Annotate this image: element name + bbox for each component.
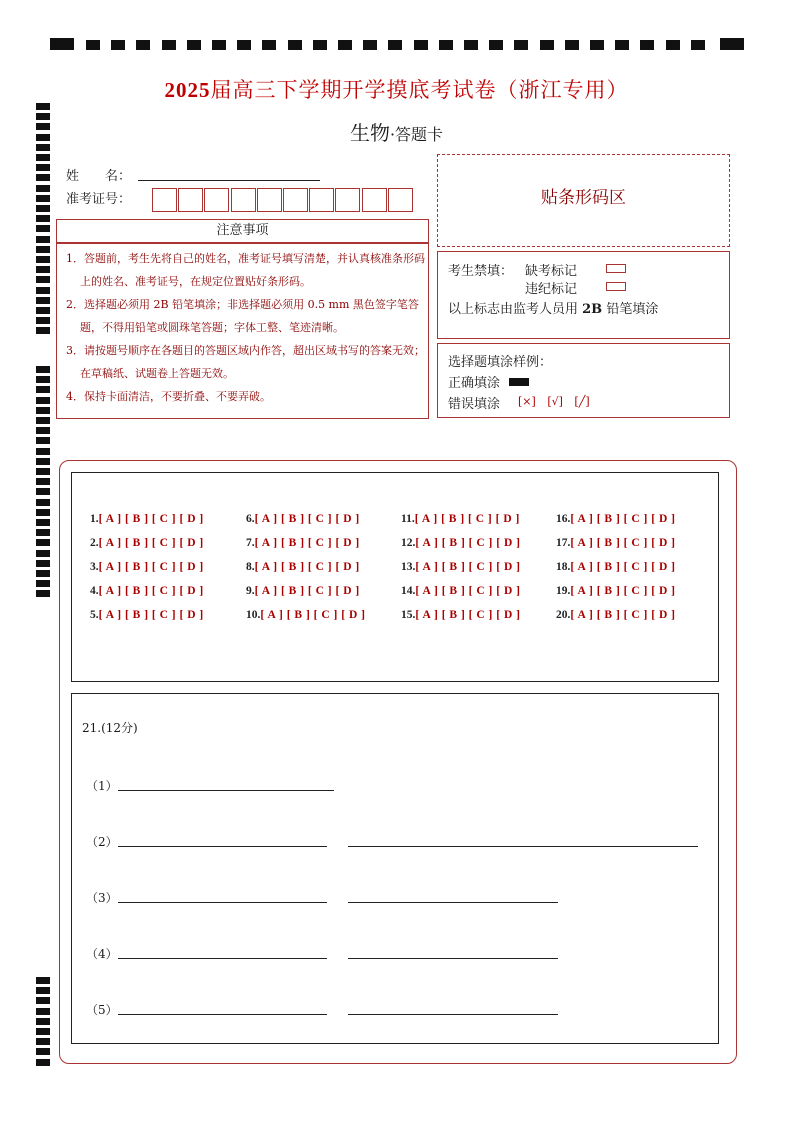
choice-question[interactable] — [556, 561, 675, 573]
timing-mark — [36, 1028, 50, 1035]
choice-question[interactable] — [246, 537, 360, 549]
question-number: 3. — [90, 561, 99, 573]
timing-mark — [36, 386, 50, 393]
timing-mark — [36, 256, 50, 263]
timing-mark — [36, 327, 50, 334]
question-number: 16. — [556, 513, 571, 525]
timing-mark — [36, 1038, 50, 1045]
timing-mark — [36, 468, 50, 475]
answer-line[interactable] — [348, 902, 558, 903]
timing-mark — [36, 1048, 50, 1055]
choice-question[interactable] — [90, 609, 204, 621]
question-number: 11. — [401, 513, 415, 525]
option-bubbles[interactable]: [ A ] [ B ] [ C ] [ D ] — [415, 537, 521, 549]
timing-mark — [36, 246, 50, 253]
violation-mark[interactable] — [606, 282, 626, 291]
answer-line[interactable] — [118, 958, 327, 959]
choice-question[interactable] — [90, 585, 204, 597]
timing-mark — [540, 40, 554, 50]
timing-mark — [36, 987, 50, 994]
question-number: 20. — [556, 609, 571, 621]
id-digit-box[interactable] — [335, 188, 360, 212]
question-number: 9. — [246, 585, 255, 597]
choice-section — [71, 472, 719, 682]
choice-question[interactable] — [90, 561, 204, 573]
option-bubbles[interactable]: [ A ] [ B ] [ C ] [ D ] — [254, 513, 360, 525]
timing-mark — [565, 40, 579, 50]
timing-mark — [36, 266, 50, 273]
answer-line[interactable] — [118, 846, 327, 847]
timing-mark — [36, 580, 50, 587]
question-number: 10. — [246, 609, 261, 621]
timing-mark — [388, 40, 402, 50]
timing-mark — [36, 307, 50, 314]
timing-mark — [36, 427, 50, 434]
timing-mark — [36, 1018, 50, 1025]
id-digit-box[interactable] — [178, 188, 203, 212]
timing-mark — [162, 40, 176, 50]
q21-title: 21.(12分) — [82, 721, 138, 735]
timing-mark — [36, 529, 50, 536]
choice-question[interactable] — [401, 537, 520, 549]
timing-mark — [111, 40, 125, 50]
choice-question[interactable] — [401, 609, 520, 621]
timing-mark — [514, 40, 528, 50]
option-bubbles[interactable]: [ A ] [ B ] [ C ] [ D ] — [415, 561, 521, 573]
answer-line[interactable] — [348, 846, 698, 847]
question-number: 17. — [556, 537, 571, 549]
question-number: 18. — [556, 561, 571, 573]
timing-mark — [36, 1008, 50, 1015]
answer-line[interactable] — [118, 1014, 327, 1015]
timing-mark — [313, 40, 327, 50]
choice-question[interactable] — [246, 609, 365, 621]
name-label: 姓 名： — [66, 169, 132, 184]
question-number: 6. — [246, 513, 255, 525]
timing-mark — [414, 40, 428, 50]
timing-mark — [464, 40, 478, 50]
choice-question[interactable] — [246, 513, 360, 525]
absent-label: 缺考标记 — [525, 264, 578, 279]
option-bubbles[interactable]: [ A ] [ B ] [ C ] [ D ] — [415, 609, 521, 621]
timing-mark — [36, 287, 50, 294]
question-number: 4. — [90, 585, 99, 597]
timing-mark — [36, 164, 50, 171]
answer-line[interactable] — [348, 1014, 558, 1015]
correct-label: 正确填涂 — [448, 376, 501, 391]
id-digit-box[interactable] — [231, 188, 256, 212]
timing-mark — [36, 997, 50, 1004]
question-number: 15. — [401, 609, 416, 621]
answer-line[interactable] — [118, 790, 334, 791]
forbid-label: 考生禁填： — [448, 264, 514, 279]
timing-mark — [36, 417, 50, 424]
timing-mark — [363, 40, 377, 50]
option-bubbles[interactable]: [ A ] [ B ] [ C ] [ D ] — [415, 585, 521, 597]
choice-question[interactable] — [401, 513, 520, 525]
option-bubbles[interactable]: [ A ] [ B ] [ C ] [ D ] — [254, 561, 360, 573]
timing-mark — [262, 40, 276, 50]
timing-mark — [666, 40, 680, 50]
option-bubbles[interactable]: [ A ] [ B ] [ C ] [ D ] — [98, 537, 204, 549]
timing-mark — [36, 236, 50, 243]
timing-mark — [36, 195, 50, 202]
option-bubbles[interactable]: [ A ] [ B ] [ C ] [ D ] — [570, 585, 676, 597]
option-bubbles[interactable]: [ A ] [ B ] [ C ] [ D ] — [570, 561, 676, 573]
timing-mark — [36, 225, 50, 232]
violation-label: 违纪标记 — [525, 282, 578, 297]
timing-mark — [50, 38, 74, 50]
q21-part-label: （1） — [86, 779, 118, 793]
timing-mark — [640, 40, 654, 50]
notice-title: 注意事项 — [56, 219, 429, 243]
timing-mark — [36, 205, 50, 212]
timing-mark — [590, 40, 604, 50]
notice-list — [56, 243, 429, 419]
option-bubbles[interactable]: [ A ] [ B ] [ C ] [ D ] — [570, 609, 676, 621]
top-timing-marks — [50, 38, 745, 52]
question-number: 13. — [401, 561, 416, 573]
timing-mark — [36, 297, 50, 304]
name-field[interactable] — [138, 162, 320, 181]
question-number: 1. — [90, 513, 99, 525]
notice-item: 4．保持卡面清洁，不要折叠、不要弄破。 — [66, 390, 271, 403]
timing-mark — [36, 437, 50, 444]
choice-question[interactable] — [401, 561, 520, 573]
choice-question[interactable] — [90, 513, 204, 525]
proctor-note: 以上标志由监考人员用 2B 铅笔填涂 — [448, 302, 659, 317]
question-number: 19. — [556, 585, 571, 597]
id-digit-box[interactable] — [362, 188, 387, 212]
answer-line[interactable] — [348, 958, 558, 959]
notice-item: 2．选择题必须用 2B 铅笔填涂；非选择题必须用 0.5 mm 黑色签字笔答题，不得用铅笔或圆珠笔答题；字体工整、笔迹清晰。 — [66, 298, 419, 334]
option-bubbles[interactable]: [ A ] [ B ] [ C ] [ D ] — [254, 537, 360, 549]
choice-question[interactable] — [246, 585, 360, 597]
timing-mark — [36, 519, 50, 526]
choice-question[interactable] — [556, 537, 675, 549]
timing-mark — [691, 40, 705, 50]
timing-mark — [187, 40, 201, 50]
choice-question[interactable] — [556, 609, 675, 621]
timing-mark — [36, 570, 50, 577]
wrong-label: 错误填涂 — [448, 397, 501, 412]
option-bubbles[interactable]: [ A ] [ B ] [ C ] [ D ] — [570, 537, 676, 549]
timing-mark — [36, 276, 50, 283]
wrong-fill-samples: [×] [√] [╱] — [518, 395, 590, 408]
option-bubbles[interactable]: [ A ] [ B ] [ C ] [ D ] — [98, 609, 204, 621]
timing-mark — [237, 40, 251, 50]
timing-mark — [36, 376, 50, 383]
proctor-only-box — [437, 251, 730, 339]
question-number: 7. — [246, 537, 255, 549]
timing-mark — [36, 560, 50, 567]
timing-mark — [36, 550, 50, 557]
timing-mark — [36, 499, 50, 506]
timing-mark — [136, 40, 150, 50]
notice-item: 1．答题前，考生先将自己的姓名，准考证号填写清楚，并认真核准条形码上的姓名、准考证号，在规定位置贴好条形码。 — [66, 252, 425, 288]
timing-mark — [212, 40, 226, 50]
sample-title: 选择题填涂样例： — [448, 355, 553, 370]
option-bubbles[interactable]: [ A ] [ B ] [ C ] [ D ] — [260, 609, 366, 621]
timing-mark — [36, 215, 50, 222]
timing-mark — [36, 1059, 50, 1066]
answer-line[interactable] — [118, 902, 327, 903]
id-digit-box[interactable] — [152, 188, 177, 212]
id-digit-box[interactable] — [257, 188, 282, 212]
timing-mark — [36, 448, 50, 455]
absent-mark[interactable] — [606, 264, 626, 273]
option-bubbles[interactable]: [ A ] [ B ] [ C ] [ D ] — [414, 513, 520, 525]
option-bubbles[interactable]: [ A ] [ B ] [ C ] [ D ] — [98, 585, 204, 597]
timing-mark — [36, 317, 50, 324]
question-number: 5. — [90, 609, 99, 621]
timing-mark — [489, 40, 503, 50]
choice-question[interactable] — [556, 513, 675, 525]
correct-fill-sample — [509, 378, 529, 386]
q21-part-label: （3） — [86, 891, 118, 905]
q21-part-label: （5） — [86, 1003, 118, 1017]
question-number: 8. — [246, 561, 255, 573]
timing-mark — [36, 478, 50, 485]
id-digit-box[interactable] — [388, 188, 413, 212]
option-bubbles[interactable]: [ A ] [ B ] [ C ] [ D ] — [254, 585, 360, 597]
id-label: 准考证号： — [66, 192, 132, 207]
timing-mark — [36, 590, 50, 597]
question-number: 14. — [401, 585, 416, 597]
choice-question[interactable] — [90, 537, 204, 549]
timing-mark — [36, 174, 50, 181]
timing-mark — [36, 397, 50, 404]
id-digit-box[interactable] — [309, 188, 334, 212]
timing-mark — [338, 40, 352, 50]
subject-title: 生物·答题卡 — [349, 121, 444, 145]
timing-mark — [36, 185, 50, 192]
timing-mark — [36, 509, 50, 516]
choice-question[interactable] — [401, 585, 520, 597]
timing-mark — [36, 103, 50, 110]
question-number: 2. — [90, 537, 99, 549]
timing-mark — [439, 40, 453, 50]
timing-mark — [36, 488, 50, 495]
timing-mark — [615, 40, 629, 50]
timing-mark — [720, 38, 744, 50]
timing-mark — [86, 40, 100, 50]
timing-mark — [36, 407, 50, 414]
q21-section — [71, 693, 719, 1044]
id-digit-box[interactable] — [204, 188, 229, 212]
page-title: 2025届高三下学期开学摸底考试卷（浙江专用） — [164, 78, 629, 102]
barcode-area: 贴条形码区 — [437, 154, 730, 247]
timing-mark — [36, 977, 50, 984]
option-bubbles[interactable]: [ A ] [ B ] [ C ] [ D ] — [98, 513, 204, 525]
question-number: 12. — [401, 537, 416, 549]
timing-mark — [36, 458, 50, 465]
q21-part-label: （2） — [86, 835, 118, 849]
choice-question[interactable] — [246, 561, 360, 573]
timing-mark — [288, 40, 302, 50]
notice-item: 3．请按题号顺序在各题目的答题区域内作答，超出区域书写的答案无效；在草稿纸、试题卷上答题无效。 — [66, 344, 425, 380]
option-bubbles[interactable]: [ A ] [ B ] [ C ] [ D ] — [570, 513, 676, 525]
id-digit-box[interactable] — [283, 188, 308, 212]
choice-question[interactable] — [556, 585, 675, 597]
timing-mark — [36, 539, 50, 546]
timing-mark — [36, 366, 50, 373]
q21-part-label: （4） — [86, 947, 118, 961]
timing-mark — [36, 154, 50, 161]
fill-sample-box — [437, 343, 730, 418]
option-bubbles[interactable]: [ A ] [ B ] [ C ] [ D ] — [98, 561, 204, 573]
